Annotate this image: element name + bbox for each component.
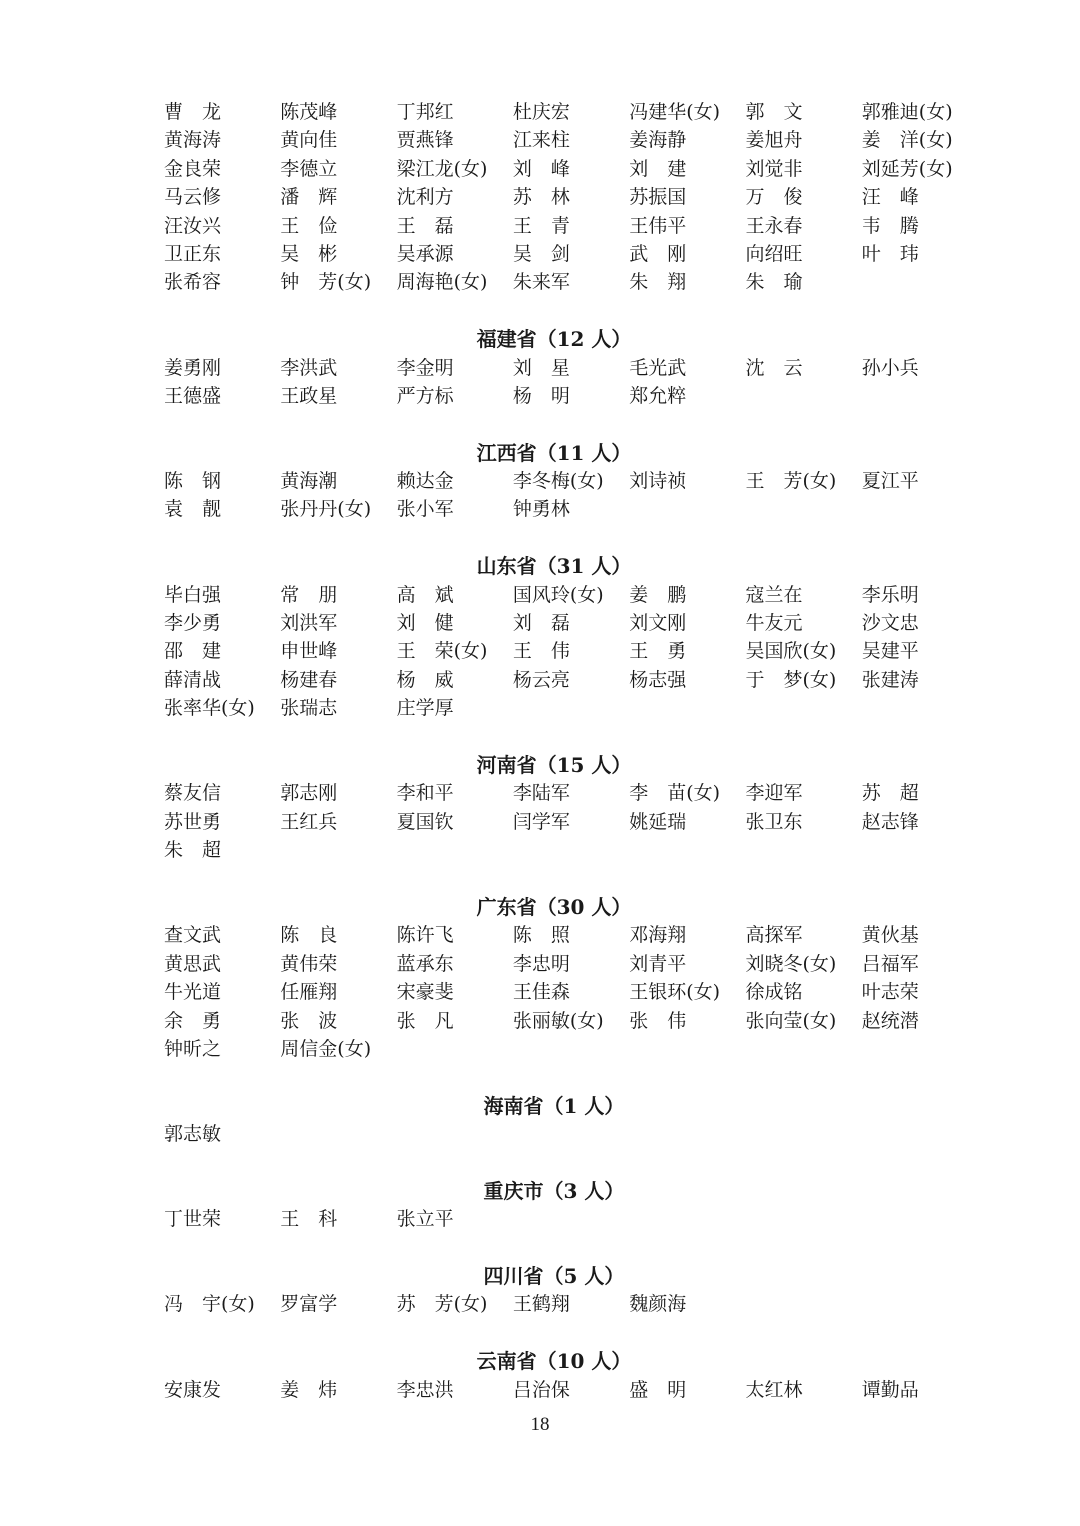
person-name: 周信金(女) — [280, 1037, 372, 1060]
person-name: 张 凡 — [396, 1009, 454, 1032]
name-row — [164, 354, 984, 382]
person-name: 张小军 — [396, 498, 454, 521]
section-spacer — [164, 1063, 984, 1091]
section-title: 广东省（30 人） — [476, 894, 632, 919]
person-name: 闫学军 — [512, 810, 570, 833]
person-name: 王 青 — [512, 214, 570, 237]
person-name: 王 磊 — [396, 214, 454, 237]
person-name: 王 俭 — [280, 214, 338, 237]
person-name: 安康发 — [164, 1378, 222, 1401]
name-row — [164, 1290, 984, 1318]
person-name: 夏江平 — [861, 470, 919, 493]
person-name: 王政星 — [280, 384, 338, 407]
person-name: 吕治保 — [512, 1378, 570, 1401]
section-title: 重庆市（3 人） — [483, 1178, 625, 1203]
person-name: 张立平 — [396, 1208, 454, 1231]
person-name: 陈茂峰 — [280, 101, 338, 123]
person-name: 姜海静 — [629, 129, 687, 152]
name-row — [164, 637, 984, 665]
person-name: 王伟平 — [629, 214, 687, 237]
person-name: 李冬梅(女) — [512, 470, 604, 493]
section-title: 江西省（11 人） — [476, 440, 632, 465]
person-name: 王 科 — [280, 1208, 338, 1231]
person-name: 金良荣 — [164, 157, 222, 180]
person-name: 罗富学 — [280, 1293, 338, 1316]
person-name: 严方标 — [396, 384, 454, 407]
person-name: 姜 炜 — [280, 1378, 338, 1401]
province-section — [164, 1234, 984, 1319]
person-name: 潘 辉 — [280, 186, 338, 209]
name-row — [164, 98, 984, 126]
person-name: 申世峰 — [280, 640, 338, 663]
person-name: 张建涛 — [861, 668, 919, 691]
person-name: 王德盛 — [164, 384, 222, 407]
person-name: 郑允粹 — [629, 384, 687, 407]
person-name: 刘洪军 — [280, 612, 338, 635]
section-spacer — [164, 1234, 984, 1262]
person-name: 李迎军 — [745, 782, 803, 805]
person-name: 卫正东 — [164, 242, 222, 265]
person-name: 谭勤品 — [861, 1378, 919, 1401]
person-name: 孙小兵 — [861, 356, 919, 379]
person-name: 吴承源 — [396, 242, 454, 265]
person-name: 王 伟 — [512, 640, 570, 663]
person-name: 沈利方 — [396, 186, 454, 209]
person-name: 黄思武 — [164, 952, 222, 975]
person-name: 查文武 — [164, 924, 222, 947]
person-name: 刘青平 — [629, 952, 687, 975]
person-name: 毛光武 — [629, 356, 687, 379]
person-name: 刘 健 — [396, 612, 454, 635]
name-row — [164, 183, 984, 211]
person-name: 李 苗(女) — [629, 782, 721, 805]
person-name: 赖达金 — [396, 470, 454, 493]
person-name: 王红兵 — [280, 810, 338, 833]
person-name: 李陆军 — [512, 782, 570, 805]
person-name: 姚延瑞 — [629, 810, 687, 833]
person-name: 苏振国 — [629, 186, 687, 209]
name-row — [164, 240, 984, 268]
person-name: 钟 芳(女) — [280, 271, 372, 294]
name-list-document — [164, 98, 984, 1404]
person-name: 赵志锋 — [861, 810, 919, 833]
person-name: 姜勇刚 — [164, 356, 222, 379]
name-row — [164, 694, 984, 722]
name-row — [164, 921, 984, 949]
person-name: 梁江龙(女) — [396, 157, 488, 180]
person-name: 余 勇 — [164, 1009, 222, 1032]
person-name: 郭雅迪(女) — [861, 101, 953, 123]
name-row — [164, 212, 984, 240]
person-name: 李忠洪 — [396, 1378, 454, 1401]
person-name: 牛光道 — [164, 981, 222, 1004]
person-name: 朱 超 — [164, 839, 222, 862]
person-name: 张瑞志 — [280, 697, 338, 720]
name-row — [164, 126, 984, 154]
province-section — [164, 98, 984, 297]
person-name: 叶志荣 — [861, 981, 919, 1004]
person-name: 王 勇 — [629, 640, 687, 663]
person-name: 高探军 — [745, 924, 803, 947]
person-name: 徐成铭 — [745, 981, 803, 1004]
section-spacer — [164, 1319, 984, 1347]
person-name: 万 俊 — [745, 186, 803, 209]
section-spacer — [164, 297, 984, 325]
person-name: 李乐明 — [861, 583, 919, 606]
person-name: 庄学厚 — [396, 697, 454, 720]
person-name: 姜旭舟 — [745, 129, 803, 152]
person-name: 张卫东 — [745, 810, 803, 833]
person-name: 向绍旺 — [745, 242, 803, 265]
person-name: 刘 星 — [512, 356, 570, 379]
name-row — [164, 268, 984, 296]
name-row — [164, 1376, 984, 1404]
person-name: 盛 明 — [629, 1378, 687, 1401]
person-name: 王银环(女) — [629, 981, 721, 1004]
province-section — [164, 524, 984, 723]
person-name: 张 波 — [280, 1009, 338, 1032]
person-name: 吴 彬 — [280, 242, 338, 265]
province-section — [164, 410, 984, 524]
section-title: 山东省（31 人） — [476, 554, 632, 579]
person-name: 李洪武 — [280, 356, 338, 379]
section-spacer — [164, 524, 984, 552]
name-row — [164, 581, 984, 609]
person-name: 张丽敏(女) — [512, 1009, 604, 1032]
person-name: 李少勇 — [164, 612, 222, 635]
name-row — [164, 155, 984, 183]
person-name: 杨云亮 — [512, 668, 570, 691]
section-spacer — [164, 1148, 984, 1176]
name-row — [164, 1120, 984, 1148]
person-name: 刘 磊 — [512, 612, 570, 635]
person-name: 冯 宇(女) — [164, 1293, 255, 1316]
person-name: 沙文忠 — [861, 612, 919, 635]
person-name: 杨 明 — [512, 384, 570, 407]
person-name: 丁世荣 — [164, 1208, 222, 1231]
person-name: 蓝承东 — [396, 952, 454, 975]
province-section — [164, 1319, 984, 1404]
person-name: 邵 建 — [164, 640, 222, 663]
person-name: 陈 良 — [280, 924, 338, 947]
person-name: 任雁翔 — [280, 981, 338, 1004]
province-section — [164, 1148, 984, 1233]
person-name: 黄向佳 — [280, 129, 338, 152]
person-name: 牛友元 — [745, 612, 803, 635]
section-title: 河南省（15 人） — [476, 752, 632, 777]
person-name: 郭志敏 — [164, 1123, 222, 1146]
person-name: 曹 龙 — [164, 101, 222, 123]
person-name: 刘晓冬(女) — [745, 952, 837, 975]
person-name: 郭志刚 — [280, 782, 338, 805]
name-row — [164, 609, 984, 637]
person-name: 陈 照 — [512, 924, 570, 947]
person-name: 刘诗祯 — [629, 470, 687, 493]
person-name: 赵统潜 — [861, 1009, 919, 1032]
name-row — [164, 1205, 984, 1233]
section-spacer — [164, 723, 984, 751]
person-name: 高 斌 — [396, 583, 454, 606]
person-name: 苏 芳(女) — [396, 1293, 488, 1316]
person-name: 贾燕锋 — [396, 129, 454, 152]
person-name: 魏颜海 — [629, 1293, 687, 1316]
person-name: 杨建春 — [280, 668, 338, 691]
person-name: 刘 峰 — [512, 157, 570, 180]
person-name: 武 刚 — [629, 242, 687, 265]
person-name: 张 伟 — [629, 1009, 687, 1032]
person-name: 叶 玮 — [861, 242, 919, 265]
person-name: 李忠明 — [512, 952, 570, 975]
person-name: 黄海潮 — [280, 470, 338, 493]
person-name: 朱来军 — [512, 271, 570, 294]
province-section — [164, 865, 984, 1064]
person-name: 王 荣(女) — [396, 640, 488, 663]
person-name: 汪 峰 — [861, 186, 919, 209]
person-name: 李德立 — [280, 157, 338, 180]
person-name: 周海艳(女) — [396, 271, 488, 294]
person-name: 杨 威 — [396, 668, 454, 691]
person-name: 吴建平 — [861, 640, 919, 663]
person-name: 郭 文 — [745, 101, 803, 123]
person-name: 国风玲(女) — [512, 583, 604, 606]
person-name: 刘觉非 — [745, 157, 803, 180]
province-section — [164, 297, 984, 411]
person-name: 韦 腾 — [861, 214, 919, 237]
person-name: 江来柱 — [512, 129, 570, 152]
name-row — [164, 950, 984, 978]
person-name: 丁邦红 — [396, 101, 454, 123]
person-name: 苏世勇 — [164, 810, 222, 833]
person-name: 黄伙基 — [861, 924, 919, 947]
section-title: 海南省（1 人） — [483, 1093, 625, 1118]
person-name: 李和平 — [396, 782, 454, 805]
person-name: 刘延芳(女) — [861, 157, 953, 180]
person-name: 吴国欣(女) — [745, 640, 837, 663]
person-name: 朱 瑜 — [745, 271, 803, 294]
section-title: 四川省（5 人） — [483, 1264, 625, 1289]
person-name: 王 芳(女) — [745, 470, 837, 493]
person-name: 苏 超 — [861, 782, 919, 805]
person-name: 冯建华(女) — [629, 101, 721, 123]
section-spacer — [164, 410, 984, 438]
person-name: 吴 剑 — [512, 242, 570, 265]
person-name: 张希容 — [164, 271, 222, 294]
person-name: 汪汝兴 — [164, 214, 222, 237]
person-name: 王永春 — [745, 214, 803, 237]
person-name: 蔡友信 — [164, 782, 222, 805]
person-name: 宋豪斐 — [396, 981, 454, 1004]
person-name: 邓海翔 — [629, 924, 687, 947]
section-spacer — [164, 865, 984, 893]
name-row — [164, 808, 984, 836]
name-row — [164, 1035, 984, 1063]
person-name: 太红林 — [745, 1378, 803, 1401]
person-name: 常 朋 — [280, 583, 338, 606]
section-title: 云南省（10 人） — [476, 1349, 632, 1374]
person-name: 沈 云 — [745, 356, 803, 379]
person-name: 吕福军 — [861, 952, 919, 975]
person-name: 杜庆宏 — [512, 101, 570, 123]
person-name: 陈 钢 — [164, 470, 222, 493]
person-name: 钟昕之 — [164, 1037, 222, 1060]
person-name: 马云修 — [164, 186, 222, 209]
person-name: 刘 建 — [629, 157, 687, 180]
person-name: 朱 翔 — [629, 271, 687, 294]
person-name: 陈许飞 — [396, 924, 454, 947]
person-name: 刘文刚 — [629, 612, 687, 635]
person-name: 黄海涛 — [164, 129, 222, 152]
person-name: 黄伟荣 — [280, 952, 338, 975]
person-name: 王鹤翔 — [512, 1293, 570, 1316]
person-name: 寇兰在 — [745, 583, 803, 606]
person-name: 王佳森 — [512, 981, 570, 1004]
person-name: 姜 洋(女) — [861, 129, 953, 152]
person-name: 苏 林 — [512, 186, 570, 209]
section-title: 福建省（12 人） — [476, 327, 632, 352]
name-row — [164, 467, 984, 495]
province-section — [164, 723, 984, 865]
person-name: 薛清战 — [164, 668, 222, 691]
name-row — [164, 382, 984, 410]
person-name: 毕白强 — [164, 583, 222, 606]
person-name: 杨志强 — [629, 668, 687, 691]
name-row — [164, 836, 984, 864]
person-name: 张丹丹(女) — [280, 498, 372, 521]
person-name: 李金明 — [396, 356, 454, 379]
name-row — [164, 495, 984, 523]
province-section — [164, 1063, 984, 1148]
person-name: 张向莹(女) — [745, 1009, 837, 1032]
name-row — [164, 978, 984, 1006]
name-row — [164, 779, 984, 807]
person-name: 夏国钦 — [396, 810, 454, 833]
name-row — [164, 1007, 984, 1035]
name-row — [164, 666, 984, 694]
person-name: 张率华(女) — [164, 697, 255, 720]
person-name: 姜 鹏 — [629, 583, 687, 606]
person-name: 袁 靓 — [164, 498, 222, 521]
person-name: 于 梦(女) — [745, 668, 837, 691]
page-number: 18 — [530, 1414, 550, 1435]
person-name: 钟勇林 — [512, 498, 570, 521]
